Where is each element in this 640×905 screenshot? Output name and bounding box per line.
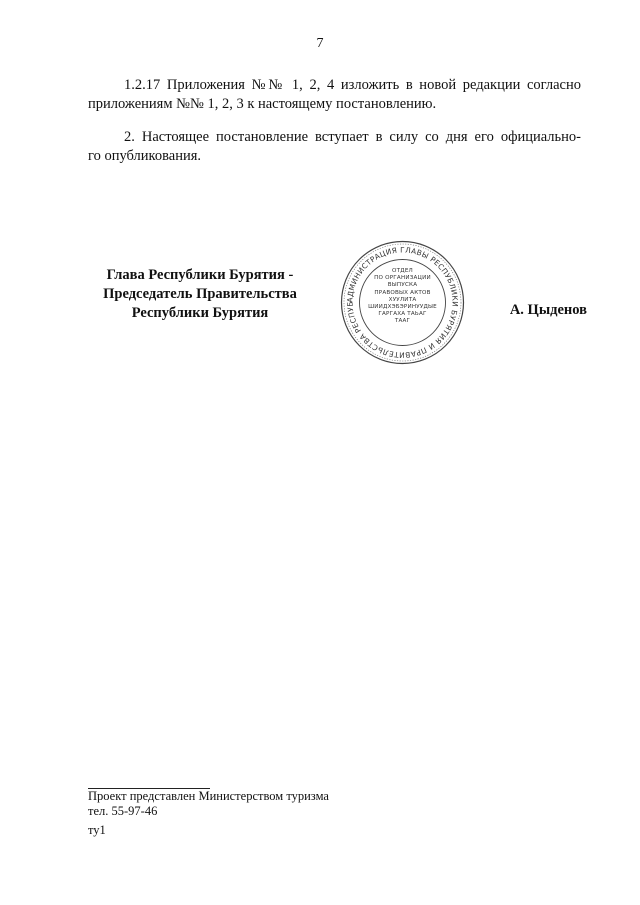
- seal-inner-line: ПРАВОВЫХ АКТОВ: [374, 289, 431, 296]
- document-code: ту1: [88, 823, 106, 837]
- official-seal: [340, 240, 465, 365]
- signer-position: [78, 266, 322, 323]
- seal-inner-line: ВЫПУСКА: [387, 282, 418, 289]
- seal-inner-line: ГАРГАХА ТАЬАГ: [378, 311, 427, 318]
- seal-inner-line: ШИИДХЭБЭРИНУУДЫЕ: [368, 304, 437, 311]
- paragraph-line: го опубликования.: [88, 148, 202, 164]
- seal-ring-text: АДМИНИСТРАЦИЯ ГЛАВЫ РЕСПУБЛИКИ БУРЯТИЯ И ПРАВИТЕЛЬСТВА РЕСПУБ: [345, 245, 460, 360]
- paragraph-2: [88, 128, 581, 166]
- page-number: 7: [316, 36, 324, 51]
- paragraph-1-2-17: [88, 76, 581, 114]
- footnote-line: Проект представлен Министерством туризма: [88, 789, 329, 803]
- seal-inner-line: ПО ОРГАНИЗАЦИИ: [374, 275, 431, 282]
- seal-inner-line: ОТДЕЛ: [392, 268, 413, 274]
- paragraph-line: 1.2.17 Приложения №№ 1, 2, 4 изложить в новой редакции согласно: [124, 77, 581, 93]
- signer-position-line: Республики Бурятия: [131, 305, 269, 321]
- seal-inner-text: [340, 268, 465, 326]
- signer-position-line: Глава Республики Бурятия -: [106, 267, 294, 283]
- signatory-name: А. Цыденов: [509, 302, 587, 318]
- paragraph-line: 2. Настоящее постановление вступает в силу со дня его официально-: [124, 129, 581, 145]
- paragraph-line: приложениям №№ 1, 2, 3 к настоящему постановлению.: [88, 96, 437, 112]
- seal-inner-line: ХУУЛИТА: [388, 296, 417, 303]
- seal-inner-line: ТААГ: [394, 318, 411, 325]
- signer-position-line: Председатель Правительства: [103, 286, 297, 302]
- footnote: [88, 789, 329, 819]
- footnote-line: тел. 55-97-46: [88, 804, 158, 818]
